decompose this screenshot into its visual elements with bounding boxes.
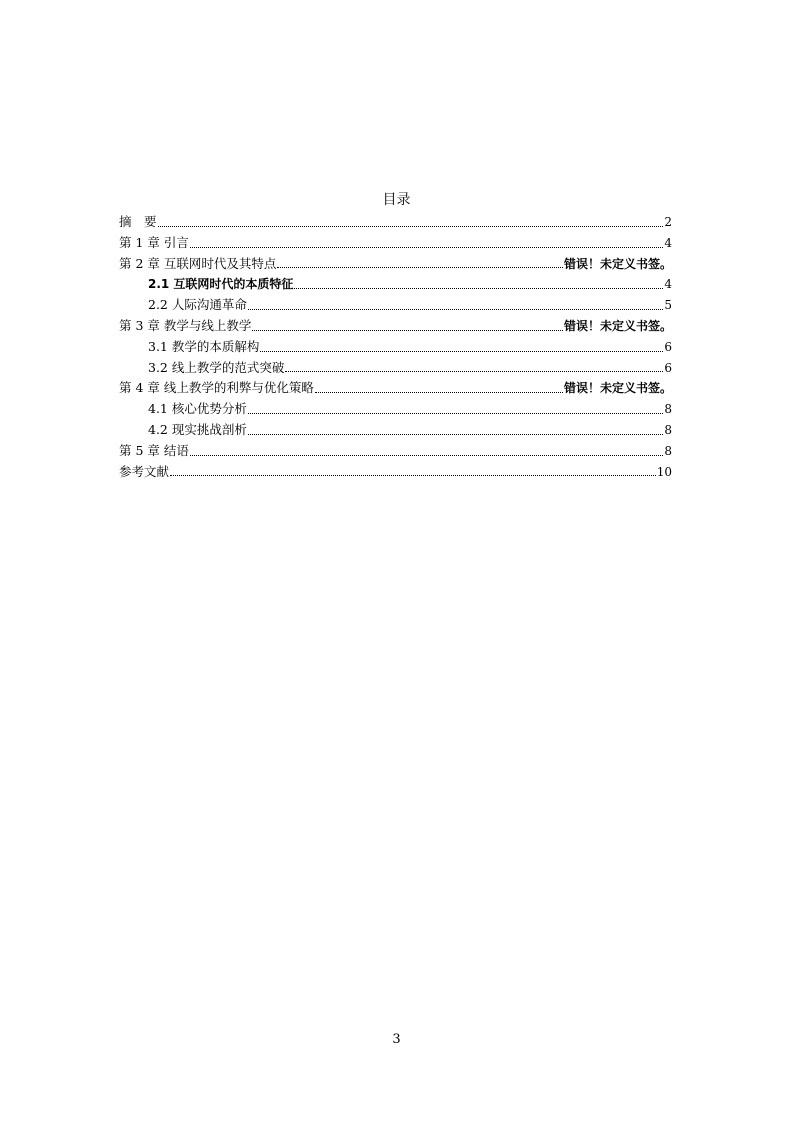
toc-entry[interactable] <box>119 295 672 316</box>
toc-entry[interactable] <box>119 399 672 420</box>
toc-entry[interactable] <box>119 233 672 254</box>
toc-dot-leader <box>277 267 563 268</box>
toc-entry[interactable] <box>119 358 672 379</box>
toc-entry-text: 第 5 章 结语 <box>119 442 189 458</box>
toc-entry[interactable] <box>119 441 672 462</box>
toc-dot-leader <box>190 455 663 456</box>
toc-entry-text: 4.1 核心优势分析 <box>148 401 247 417</box>
toc-dot-leader <box>158 226 664 227</box>
toc-entry-text: 第 2 章 互联网时代及其特点 <box>119 255 277 271</box>
toc-entry-text: 3.2 线上教学的范式突破 <box>148 359 285 375</box>
toc-entry-page-number: 10 <box>656 464 672 479</box>
toc-entry-text: 第 3 章 教学与线上教学 <box>119 317 252 333</box>
toc-entry-page-number: 4 <box>664 235 672 250</box>
toc-dot-leader <box>248 413 664 414</box>
toc-dot-leader <box>294 288 663 289</box>
toc-entry-text: 2.1 互联网时代的本质特征 <box>148 277 294 292</box>
toc-entry-page-number: 2 <box>664 215 672 229</box>
toc-entry[interactable] <box>119 420 672 441</box>
toc-entry-page-number: 8 <box>664 443 672 458</box>
toc-dot-leader <box>285 371 663 372</box>
toc-entry-text: 第 1 章 引言 <box>119 234 189 250</box>
toc-entry-page-number: 8 <box>664 422 672 437</box>
toc-list <box>119 212 672 482</box>
toc-entry-text: 参考文献 <box>119 463 170 479</box>
toc-entry-text: 3.1 教学的本质解构 <box>148 338 260 354</box>
toc-entry-page-number: 6 <box>664 360 672 375</box>
toc-entry-page-number: 5 <box>664 298 672 313</box>
toc-entry[interactable] <box>119 337 672 358</box>
toc-entry[interactable] <box>119 212 672 233</box>
toc-dot-leader <box>248 309 664 310</box>
toc-dot-leader <box>190 247 663 248</box>
toc-entry[interactable] <box>119 274 672 295</box>
toc-entry-text: 第 4 章 线上教学的利弊与优化策略 <box>119 380 314 396</box>
toc-title: 目录 <box>382 192 411 208</box>
toc-dot-leader <box>252 330 563 331</box>
toc-dot-leader <box>315 392 563 393</box>
page-number: 3 <box>392 1032 401 1047</box>
toc-dot-leader <box>170 475 656 476</box>
toc-entry[interactable] <box>119 254 672 275</box>
toc-entry[interactable] <box>119 316 672 337</box>
toc-entry-error-message: 错误！未定义书签。 <box>563 381 672 396</box>
toc-entry-error-message: 错误！未定义书签。 <box>563 318 672 333</box>
toc-entry-error-message: 错误！未定义书签。 <box>563 256 672 271</box>
toc-entry-page-number: 6 <box>664 339 672 354</box>
toc-entry[interactable] <box>119 378 672 399</box>
toc-entry-page-number: 8 <box>664 402 672 417</box>
toc-dot-leader <box>260 351 663 352</box>
toc-entry[interactable] <box>119 462 672 483</box>
toc-entry-text: 2.2 人际沟通革命 <box>148 297 247 313</box>
toc-entry-text: 摘 要 <box>119 214 157 229</box>
toc-entry-page-number: 4 <box>664 277 672 292</box>
toc-entry-text: 4.2 现实挑战剖析 <box>148 421 247 437</box>
toc-dot-leader <box>248 434 664 435</box>
